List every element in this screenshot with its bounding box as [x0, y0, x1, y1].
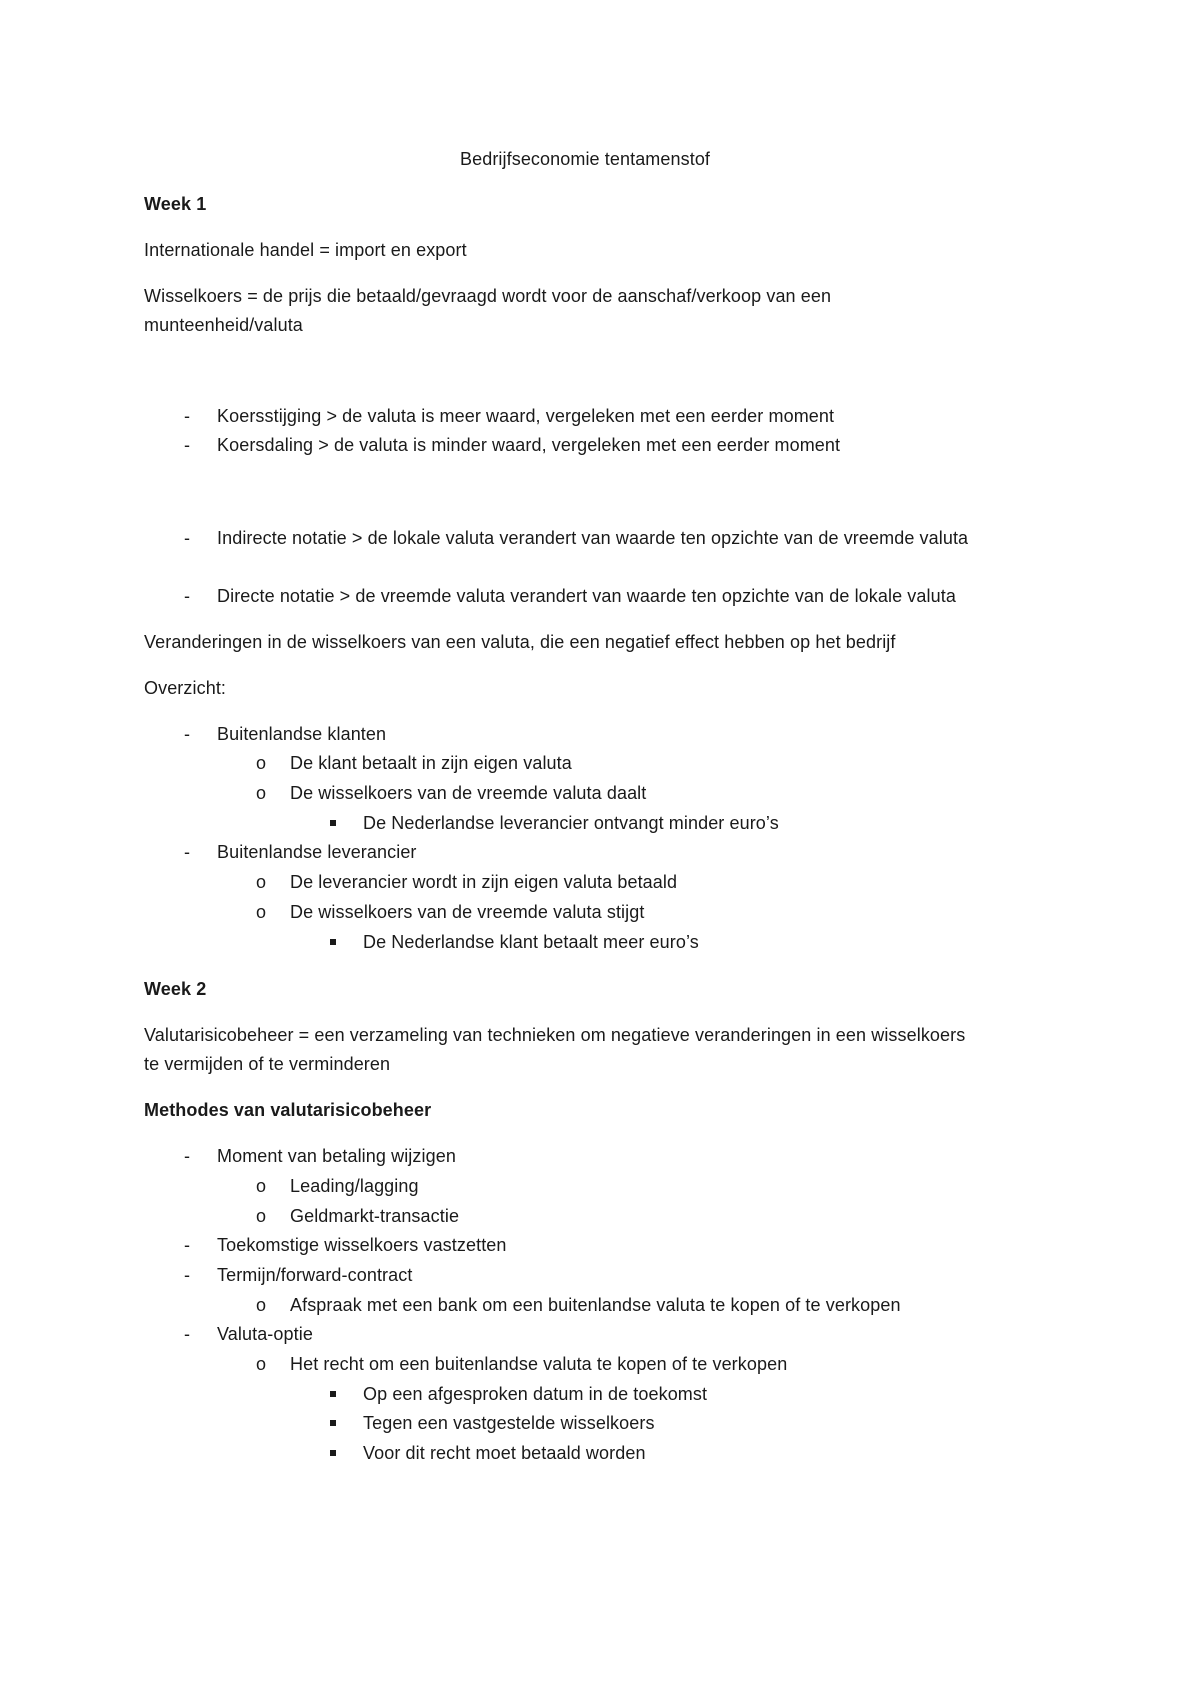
circle-marker: o	[256, 1295, 267, 1315]
dash-marker: -	[184, 1235, 190, 1255]
list-item-toekomstige-wisselkoers: Toekomstige wisselkoers vastzetten	[217, 1235, 507, 1255]
list-item-koersstijging: Koersstijging > de valuta is meer waard, vergeleken met een eerder moment	[217, 406, 835, 426]
dash-marker: -	[184, 842, 190, 862]
square-bullet	[330, 820, 336, 826]
dash-marker: -	[184, 1265, 190, 1285]
list-item-koersdaling: Koersdaling > de valuta is minder waard, vergeleken met een eerder moment	[217, 435, 841, 455]
veranderingen-text: Veranderingen in de wisselkoers van een valuta, die een negatief effect hebben op het bedrijf	[144, 632, 896, 652]
dash-marker: -	[184, 586, 190, 606]
methodes-heading: Methodes van valutarisicobeheer	[144, 1100, 432, 1120]
circle-marker: o	[256, 753, 267, 773]
week2-heading: Week 2	[144, 979, 207, 999]
list-subitem: De leverancier wordt in zijn eigen valuta betaald	[290, 872, 678, 892]
document-title: Bedrijfseconomie tentamenstof	[460, 149, 711, 169]
circle-marker: o	[256, 1354, 267, 1374]
circle-marker: o	[256, 902, 267, 922]
list-item-moment-van-betaling: Moment van betaling wijzigen	[217, 1146, 456, 1166]
list-item-buitenlandse-klanten: Buitenlandse klanten	[217, 724, 387, 744]
square-bullet	[330, 939, 336, 945]
circle-marker: o	[256, 872, 267, 892]
list-subsubitem: Op een afgesproken datum in de toekomst	[363, 1384, 708, 1404]
square-bullet	[330, 1450, 336, 1456]
circle-marker: o	[256, 1206, 267, 1226]
def-wisselkoers-line1: Wisselkoers = de prijs die betaald/gevraagd wordt voor de aanschaf/verkoop van een	[144, 286, 832, 306]
dash-marker: -	[184, 1324, 190, 1344]
dash-marker: -	[184, 724, 190, 744]
list-item-termijn-contract: Termijn/forward-contract	[217, 1265, 413, 1285]
def-valutarisicobeheer-line1: Valutarisicobeheer = een verzameling van technieken om negatieve veranderingen in een wisselkoers	[144, 1025, 966, 1045]
list-subitem: Het recht om een buitenlandse valuta te kopen of te verkopen	[290, 1354, 788, 1374]
list-item-valuta-optie: Valuta-optie	[217, 1324, 313, 1344]
list-subsubitem: Tegen een vastgestelde wisselkoers	[363, 1413, 655, 1433]
def-valutarisicobeheer-line2: te vermijden of te verminderen	[144, 1054, 391, 1074]
list-item-buitenlandse-leverancier: Buitenlandse leverancier	[217, 842, 417, 862]
dash-marker: -	[184, 1146, 190, 1166]
list-item-indirecte-notatie: Indirecte notatie > de lokale valuta verandert van waarde ten opzichte van de vreemde valuta	[217, 528, 969, 548]
dash-marker: -	[184, 528, 190, 548]
list-item-directe-notatie: Directe notatie > de vreemde valuta verandert van waarde ten opzichte van de lokale valuta	[217, 586, 956, 606]
overzicht-label: Overzicht:	[144, 678, 227, 698]
def-internationale-handel: Internationale handel = import en export	[144, 240, 467, 260]
list-subitem: De wisselkoers van de vreemde valuta stijgt	[290, 902, 645, 922]
dash-marker: -	[184, 435, 190, 455]
list-subitem: Leading/lagging	[290, 1176, 419, 1196]
week1-heading: Week 1	[144, 194, 207, 214]
square-bullet	[330, 1420, 336, 1426]
list-subsubitem: De Nederlandse leverancier ontvangt minder euro’s	[363, 813, 779, 833]
circle-marker: o	[256, 783, 267, 803]
list-subitem: Afspraak met een bank om een buitenlandse valuta te kopen of te verkopen	[290, 1295, 901, 1315]
list-subitem: Geldmarkt-transactie	[290, 1206, 460, 1226]
def-wisselkoers-line2: munteenheid/valuta	[144, 315, 303, 335]
list-subitem: De klant betaalt in zijn eigen valuta	[290, 753, 572, 773]
circle-marker: o	[256, 1176, 267, 1196]
dash-marker: -	[184, 406, 190, 426]
square-bullet	[330, 1391, 336, 1397]
list-subsubitem: De Nederlandse klant betaalt meer euro’s	[363, 932, 699, 952]
list-subitem: De wisselkoers van de vreemde valuta daalt	[290, 783, 647, 803]
list-subsubitem: Voor dit recht moet betaald worden	[363, 1443, 646, 1463]
